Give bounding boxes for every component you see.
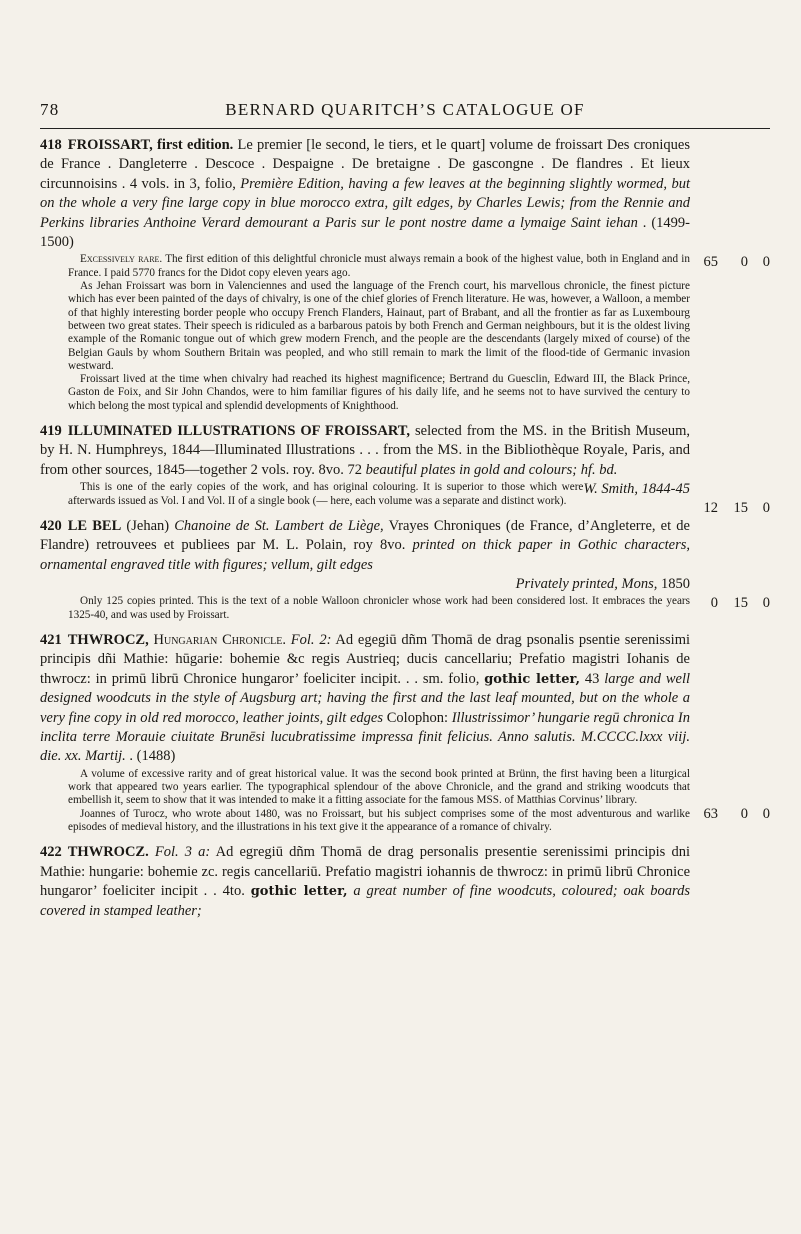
price-shillings: 0 bbox=[740, 806, 748, 823]
entry-imprint: Privately printed, Mons, bbox=[515, 576, 658, 593]
price-pounds: 0 bbox=[710, 594, 718, 611]
entry-colophon: Illustrissimor’ hungarie regū chronica In inclita terre Morauie ciuitate Brunēsi lucubratissime impressa finit felicius. Anno salutis. M.CCCC.lxxx viij. die. xx. Martij. bbox=[40, 709, 690, 765]
entry-418 bbox=[40, 136, 770, 413]
entry-note bbox=[40, 253, 770, 413]
entry-description: Le premier [le second, le tiers, et le quart] volume de froissart Des croniques de France . Dangleterre . Descoce . Despaigne . De bretaigne . De gascongne . De flandres . Et lieux circunnoisins . 4 vols. in 3, folio, bbox=[40, 137, 691, 192]
entry-condition: printed on thick paper in Gothic characters, ornamental engraved title with figures; vellum, gilt edges bbox=[40, 537, 690, 573]
entry-419 bbox=[40, 422, 770, 516]
entry-text bbox=[40, 843, 770, 921]
price-shillings: 15 bbox=[733, 500, 748, 516]
entry-422 bbox=[40, 843, 770, 921]
entry-blackletter: gothic letter, bbox=[484, 671, 580, 687]
price-pounds: 65 bbox=[703, 254, 718, 270]
lot-number: 419 bbox=[40, 423, 62, 439]
entry-title: ILLUMINATED ILLUSTRATIONS OF FROISSART, bbox=[67, 423, 411, 439]
note-paragraph: As Jehan Froissart was born in Valenciennes and used the language of the French court, his marvellous chronicle, the finest picture which has ever been painted of the days of chivalry, is one of the chief glories of French literature. He was, however, a Walloon, a member of that highly interesting border people who occupy French Flanders, Hainaut, part of Brabant, and all the frontier as far as Luxembourg between two great states. Their speech is ridiculed as a barbarous patois by both French and German neighbours, but it is the oldest living example of the Romanic tongue out of which grew modern French, and the people are the descendants (largely mixed of course) of the Belgian Gauls by whom Southern Britain was peopled, and who still remain to mark the limit of the flood-tide of Germanic invasion westward. bbox=[68, 280, 690, 372]
entry-blackletter: gothic letter, bbox=[250, 884, 348, 900]
note-paragraph: This is one of the early copies of the work, and has original colouring. It is superior to those which were afterwards issued as Vol. I and Vol. II of a single book (— here, each volume was a separate and distinct work). bbox=[68, 481, 584, 507]
entry-author-role: Chanoine de St. Lambert de Liège, bbox=[174, 517, 384, 534]
entry-text bbox=[40, 631, 770, 767]
entry-description: Vrayes Chroniques (de France, d’Angleterre, et de Flandre) retrouvees et publiees par M. L. Polain, roy 8vo. bbox=[40, 517, 690, 554]
entry-title: FROISSART, first edition. bbox=[67, 137, 234, 153]
entry-title: THWROCZ, bbox=[67, 632, 149, 649]
entry-text bbox=[40, 517, 770, 595]
entry-date: . (1499-1500) bbox=[40, 214, 690, 251]
entry-imprint-line bbox=[40, 575, 690, 594]
entry-imprint: W. Smith, 1844-45 bbox=[583, 481, 690, 498]
lot-number: 421 bbox=[40, 632, 62, 649]
entry-note bbox=[40, 768, 770, 834]
entry-description: Ad egregiū dñm Thomā de drag personalis presentie serenissimi principis dni Mathie: hungarie: bohemie zc. regis cancellariū. Prefatio magistri iohannis de thwrocz: in primū librū Chronice hungaror’ foeliciter incipit . . 4to. bbox=[40, 844, 690, 900]
note-paragraph: Only 125 copies printed. This is the text of a noble Walloon chronicler whose work had been considered lost. It embraces the years 1325-40, and was used by Froissart. bbox=[68, 595, 690, 621]
price-pence: 0 bbox=[762, 806, 770, 823]
entry-description: 43 bbox=[579, 670, 605, 687]
lot-number: 422 bbox=[40, 844, 62, 861]
entry-description: (Jehan) bbox=[121, 517, 175, 534]
entry-text bbox=[40, 136, 770, 252]
price bbox=[694, 806, 770, 823]
running-title: BERNARD QUARITCH’S CATALOGUE OF bbox=[225, 100, 585, 119]
note-paragraph: A volume of excessive rarity and of great historical value. It was the second book printed at Brünn, the first having been a liturgical work that appeared two years earlier. The typographical splendour of the above Chronicle, and the grand and striking woodcuts that embellish it, seem to show that it was intended to make it a fitting associate for the famous MSS. of Matthias Corvinus’ library. bbox=[68, 767, 690, 807]
entry-title: LE BEL bbox=[67, 517, 122, 534]
price-shillings: 0 bbox=[740, 254, 748, 270]
note-emphasis: Excessively rare. bbox=[80, 253, 163, 266]
entry-condition: a great number of fine woodcuts, coloured; oak boards covered in stamped leather; bbox=[40, 883, 690, 919]
price bbox=[694, 595, 770, 612]
entry-leaf-ref: Fol. 3 a: bbox=[154, 844, 211, 861]
header-rule bbox=[40, 128, 770, 129]
entry-subject: Hungarian Chronicle. bbox=[153, 632, 286, 649]
price-shillings: 15 bbox=[733, 594, 748, 611]
entry-date: 1850 bbox=[657, 576, 690, 593]
price-pence: 0 bbox=[762, 594, 770, 611]
entry-colophon-label: Colophon: bbox=[383, 709, 452, 726]
entry-421 bbox=[40, 631, 770, 834]
entry-condition: large and well designed woodcuts in the style of Augsburg art; having the first and the last leaf mounted, but on the whole a very fine copy in old red morocco, leather joints, gilt edges bbox=[40, 670, 690, 726]
lot-number: 420 bbox=[40, 517, 62, 534]
lot-number: 418 bbox=[40, 137, 62, 153]
page-number: 78 bbox=[40, 100, 60, 119]
price-pounds: 12 bbox=[703, 500, 718, 516]
price bbox=[694, 500, 770, 517]
entry-description: Ad egegiū dñm Thomā de drag psonalis psentie serenissimi principis dñi Mathie: hūgarie: bohemie &c regis Austrieq; ducis cancellariu; Prefatio magistri Iohanis de thwrocz: in primū librū Chronice hungaror’ foeliciter incipit. . . sm. folio, bbox=[40, 632, 691, 687]
note-text: The first edition of this delightful chronicle must always remain a book of the highest value, both in England and in France. I paid 5770 francs for the Didot copy eleven years ago. bbox=[68, 253, 690, 279]
entry-date: . (1488) bbox=[125, 748, 176, 765]
entry-leaf-ref: Fol. 2: bbox=[290, 632, 332, 649]
price-pence: 0 bbox=[762, 254, 770, 270]
entry-description: selected from the MS. in the British Museum, by H. N. Humphreys, 1844—Illuminated Illustrations . . . from the MS. in the Bibliothèque Royale, Paris, and from other sources, 1845—together 2 vols. roy. 8vo. 72 bbox=[40, 423, 690, 478]
entry-condition: beautiful plates in gold and colours; hf. bd. bbox=[365, 461, 618, 478]
catalogue-page bbox=[40, 100, 770, 930]
note-paragraph: Joannes of Turocz, who wrote about 1480, was no Froissart, but his subject comprises some of the most adventurous and warlike episodes of medieval history, and the illustrations in his text give it the appearance of a romance of chivalry. bbox=[68, 807, 690, 834]
note-paragraph: Froissart lived at the time when chivalry had reached its highest magnificence; Bertrand du Guesclin, Edward III, the Black Prince, Gaston de Foix, and Sir John Chandos, were to him familiar figures of his daily life, and he seems not to have survived the century to which belong the most typical and splendid developments of Knighthood. bbox=[68, 373, 690, 412]
entry-title: THWROCZ. bbox=[67, 844, 149, 861]
entry-420 bbox=[40, 517, 770, 622]
page-header bbox=[40, 100, 770, 124]
price-pence: 0 bbox=[762, 500, 770, 516]
entry-condition: Première Edition, having a few leaves at the beginning slightly wormed, but on the whole a very fine large copy in blue morocco extra, gilt edges, by Charles Lewis; from the Rennie and Perkins libraries Anthoine Verard demourant a Paris sur le pont nostre dame a lymaige Saint iehan bbox=[40, 175, 690, 231]
entry-note bbox=[40, 595, 770, 622]
price bbox=[694, 254, 770, 271]
price-pounds: 63 bbox=[703, 806, 718, 823]
